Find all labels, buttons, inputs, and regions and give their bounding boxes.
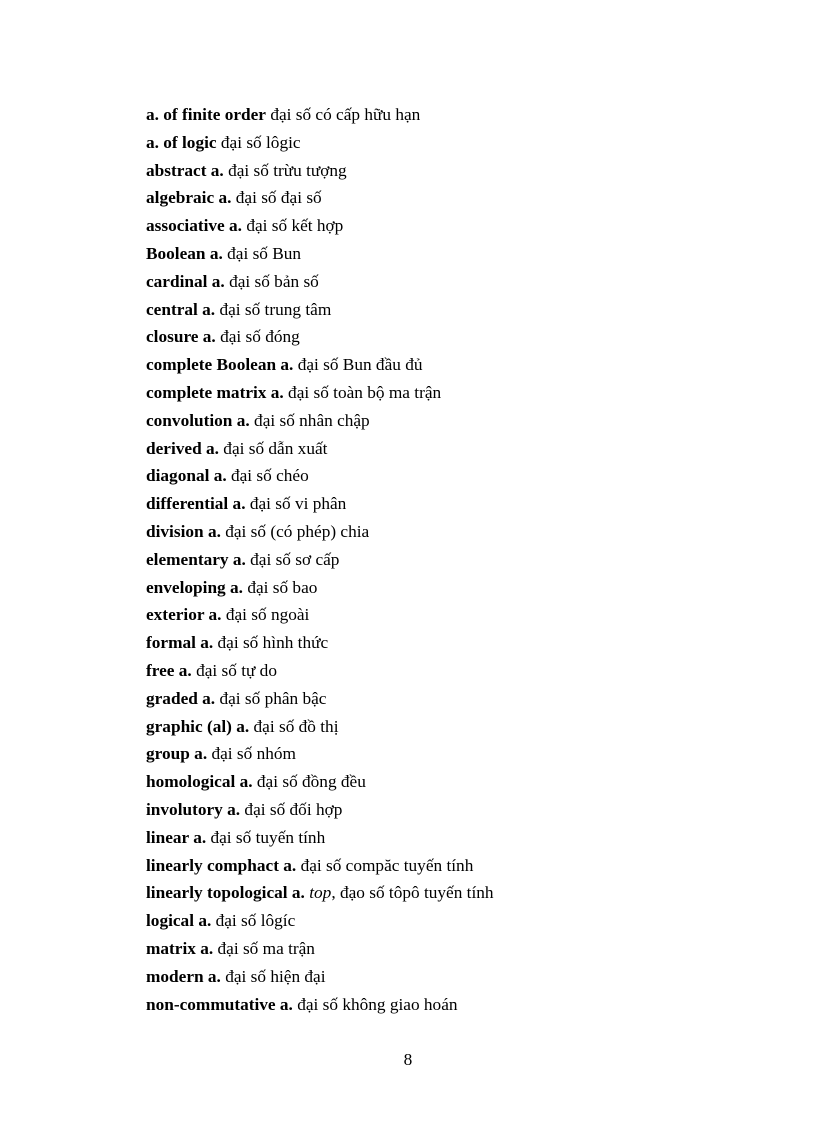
entry-term: non-commutative a. (146, 994, 293, 1014)
entry-meaning: đại số vi phân (249, 494, 347, 514)
entry-meaning: đại số toàn bộ ma trận (288, 382, 442, 402)
entry-meaning: đại số dẫn xuất (223, 438, 328, 458)
entry (146, 462, 766, 490)
entry-term: linearly comphact a. (146, 855, 297, 875)
entry-meaning: đại số tự do (196, 660, 277, 680)
entry-term: a. of logic (146, 132, 217, 152)
entry (146, 240, 766, 268)
entry-meaning: đại số lôgic (220, 132, 301, 152)
entry-meaning: đại số chéo (231, 466, 309, 486)
entry-term: complete Boolean a. (146, 355, 294, 375)
entry (146, 435, 766, 463)
entry-meaning: đại số lôgíc (215, 911, 296, 931)
entry (146, 740, 766, 768)
entry-term: linear a. (146, 827, 207, 847)
entry-term: graphic (al) a. (146, 716, 250, 736)
entry (146, 351, 766, 379)
entry-meaning: đại số hiện đại (225, 966, 326, 986)
entry-meaning: đại số đóng (220, 327, 300, 347)
entry (146, 379, 766, 407)
entry (146, 296, 766, 324)
entry-term: central a. (146, 299, 216, 319)
entry (146, 713, 766, 741)
entry-meaning: , đạo số tôpô tuyến tính (331, 883, 494, 903)
entry (146, 574, 766, 602)
entry-term: matrix a. (146, 938, 214, 958)
entry-term: free a. (146, 660, 192, 680)
entry-term: abstract a. (146, 160, 224, 180)
entry (146, 490, 766, 518)
entry (146, 518, 766, 546)
entry-term: closure a. (146, 327, 216, 347)
entry (146, 546, 766, 574)
entry-term: cardinal a. (146, 271, 225, 291)
entry-meaning: đại số bản số (229, 271, 319, 291)
entry-meaning: đại số (có phép) chia (225, 521, 370, 541)
entry (146, 157, 766, 185)
entry-meaning: đại số tuyến tính (210, 827, 326, 847)
entry (146, 268, 766, 296)
entry-term: graded a. (146, 688, 216, 708)
entry (146, 601, 766, 629)
entry-meaning: đại số nhân chập (254, 410, 370, 430)
page-number: 8 (403, 1050, 413, 1069)
entry-term: modern a. (146, 966, 221, 986)
entry (146, 101, 766, 129)
entry (146, 796, 766, 824)
entry (146, 991, 766, 1019)
entry (146, 323, 766, 351)
entry (146, 963, 766, 991)
entry-term: a. of finite order (146, 105, 266, 124)
entry-term: linearly topological a. (146, 883, 305, 903)
entry (146, 212, 766, 240)
entry-meaning: đại số compăc tuyến tính (300, 855, 474, 875)
entry (146, 407, 766, 435)
entry-meaning: đại số đại số (235, 188, 322, 208)
entry (146, 657, 766, 685)
entry (146, 768, 766, 796)
entry-term: enveloping a. (146, 577, 243, 597)
dictionary-entry-list (146, 101, 766, 1018)
entry-meaning: đại số có cấp hữu hạn (270, 105, 421, 124)
entry-meaning: đại số Bun (227, 243, 302, 263)
entry-term: involutory a. (146, 799, 241, 819)
entry-meaning: đại số kết hợp (246, 216, 344, 236)
entry (146, 184, 766, 212)
entry-term: elementary a. (146, 549, 246, 569)
entry (146, 129, 766, 157)
entry-term: algebraic a. (146, 188, 232, 208)
entry-term: associative a. (146, 216, 242, 236)
entry (146, 935, 766, 963)
entry-meaning: đại số đồ thị (253, 716, 339, 736)
entry-meaning: đại số ma trận (217, 938, 315, 958)
entry-term: group a. (146, 744, 208, 764)
entry-term: derived a. (146, 438, 219, 458)
entry (146, 824, 766, 852)
entry-meaning: đại số sơ cấp (250, 549, 340, 569)
entry-term: exterior a. (146, 605, 222, 625)
entry-meaning: đại số không giao hoán (297, 994, 458, 1014)
entry (146, 629, 766, 657)
entry-term: diagonal a. (146, 466, 227, 486)
entry (146, 685, 766, 713)
entry-meaning: đại số phân bậc (219, 688, 327, 708)
entry-term: logical a. (146, 911, 212, 931)
entry-meaning: đại số trừu tượng (228, 160, 347, 180)
entry-meaning: đại số hình thức (217, 633, 329, 653)
entry-meaning: đại số nhóm (211, 744, 296, 764)
entry (146, 852, 766, 880)
entry-meaning: đại số đối hợp (244, 799, 343, 819)
entry-term: formal a. (146, 633, 214, 653)
entry-note: top (309, 883, 332, 903)
entry-term: differential a. (146, 494, 246, 514)
entry (146, 907, 766, 935)
entry-meaning: đại số trung tâm (219, 299, 332, 319)
entry-meaning: đại số đồng đều (256, 772, 366, 792)
entry-meaning: đại số ngoài (225, 605, 310, 625)
entry-meaning: đại số Bun đầu đủ (297, 355, 423, 375)
entry (146, 879, 766, 907)
entry-meaning: đại số bao (247, 577, 318, 597)
entry-term: complete matrix a. (146, 382, 284, 402)
entry-term: homological a. (146, 772, 253, 792)
entry-term: convolution a. (146, 410, 250, 430)
entry-term: division a. (146, 521, 221, 541)
entry-term: Boolean a. (146, 243, 223, 263)
